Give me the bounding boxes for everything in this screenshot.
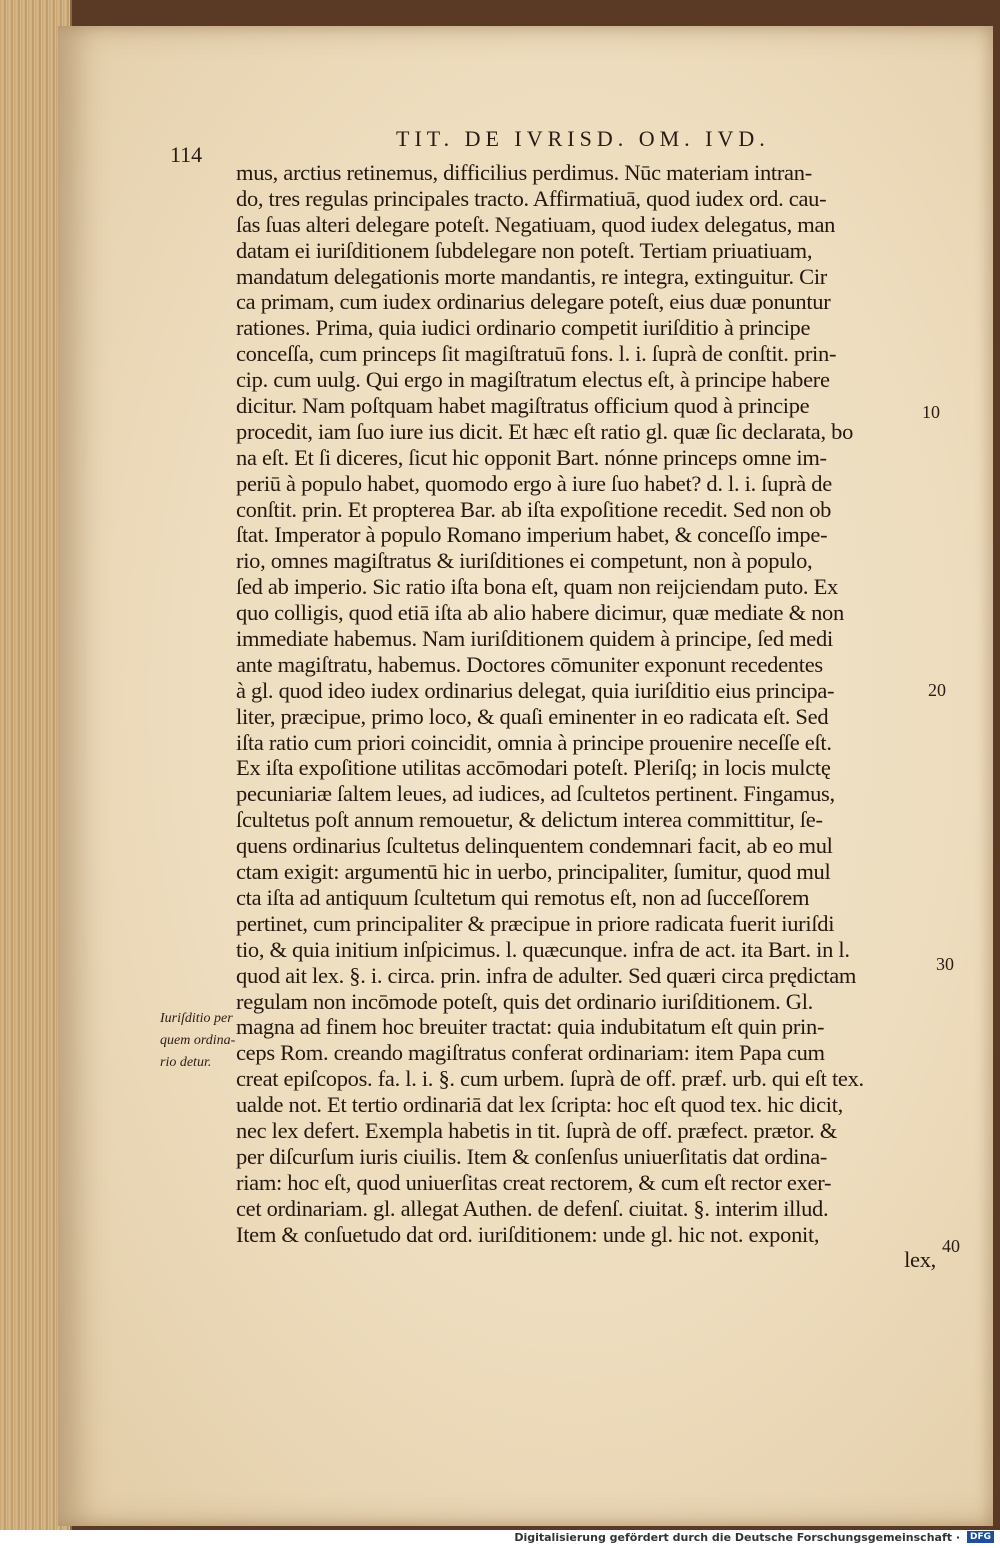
text-line: ſtat. Imperator à populo Romano imperium habet, & conceſſo impe- [236, 522, 828, 548]
text-line: magna ad finem hoc breuiter tractat: quia indubitatum eſt quin prin- [236, 1014, 825, 1040]
line-number-40: 40 [942, 1236, 960, 1256]
text-line: lex, [904, 1247, 936, 1273]
text-line: quens ordinarius ſcultetus delinquentem condemnari facit, ab eo mul [236, 833, 833, 859]
text-line: immediate habemus. Nam iuriſditionem quidem à principe, ſed medi [236, 626, 833, 652]
text-line: per diſcurſum iuris ciuilis. Item & conſenſus uniuerſitatis dat ordina- [236, 1143, 828, 1169]
text-line: ſcultetus poſt annum remouetur, & delictum interea committitur, ſe- [236, 807, 823, 833]
text-line: liter, præcipue, primo loco, & quaſi eminenter in eo radicata eſt. Sed [236, 703, 829, 729]
text-line: dicitur. Nam poſtquam habet magiſtratus officium quod à principe [236, 393, 810, 419]
text-line: à gl. quod ideo iudex ordinarius delegat, quia iuriſditio eius principa- [236, 677, 835, 703]
line-number-20: 20 [928, 680, 946, 700]
text-line: riam: hoc eſt, quod uniuerſitas creat rectorem, & cum eſt rector exer- [236, 1169, 832, 1195]
text-line: ſas ſuas alteri delegare poteſt. Negatiuam, quod iudex delegatus, man [236, 211, 836, 237]
text-line: periū à populo habet, quomodo ergo à iure ſuo habet? d. l. i. ſuprà de [236, 470, 832, 496]
text-line: na eſt. Et ſi diceres, ſicut hic opponit Bart. nónne princeps omne im- [236, 444, 827, 470]
text-line: cet ordinariam. gl. allegat Authen. de defenſ. ciuitat. §. interim illud. [236, 1195, 829, 1221]
text-line: nec lex defert. Exempla habetis in tit. ſuprà de off. præfect. prætor. & [236, 1117, 837, 1143]
marginal-note-line: Iuriſditio per [160, 1011, 233, 1026]
text-line: datam ei iuriſditionem ſubdelegare non poteſt. Tertiam priuatiuam, [236, 237, 813, 263]
text-line: ceps Rom. creando magiſtratus conferat ordinariam: item Papa cum [236, 1040, 825, 1066]
text-line: do, tres regulas principales tracto. Affirmatiuā, quod iudex ord. cau- [236, 185, 827, 211]
text-line: conceſſa, cum princeps ſit magiſtratuū fons. l. i. ſuprà de conſtit. prin- [236, 341, 837, 367]
text-line: mus, arctius retinemus, difficilius perdimus. Nūc materiam intran- [236, 160, 812, 185]
marginal-note [160, 1008, 260, 1074]
text-line: mandatum delegationis morte mandantis, re integra, extinguitur. Cir [236, 263, 828, 289]
text-line: cip. cum uulg. Qui ergo in magiſtratum electus eſt, à principe habere [236, 367, 830, 393]
line-number-30: 30 [936, 954, 954, 974]
text-line: ualde not. Et tertio ordinariā dat lex ſcripta: hoc eſt quod tex. hic dicit, [236, 1092, 844, 1118]
text-line: ctam exigit: argumentū hic in uerbo, principaliter, ſumitur, quod mul [236, 859, 831, 885]
text-line: tio, & quia initium inſpicimus. l. quæcunque. infra de act. ita Bart. in l. [236, 936, 850, 962]
running-head: TIT. DE IVRISD. OM. IVD. [396, 126, 770, 151]
line-number-10: 10 [922, 402, 940, 422]
text-line: quod ait lex. §. i. circa. prin. infra de adulter. Sed quæri circa prędictam [236, 962, 857, 988]
body-text [236, 160, 936, 1273]
marginal-note-line: rio detur. [160, 1055, 212, 1070]
text-line: Item & conſuetudo dat ord. iuriſditionem: unde gl. hic not. exponit, [236, 1221, 820, 1247]
text-line: regulam non incōmode poteſt, quis det ordinario iuriſditionem. Gl. [236, 988, 813, 1014]
text-line: quo colligis, quod etiā iſta ab alio habere dicimur, quæ mediate & non [236, 600, 844, 626]
text-line: iſta ratio cum priori coincidit, omnia à principe prouenire neceſſe eſt. [236, 729, 832, 755]
text-line: ante magiſtratu, habemus. Doctores cōmuniter exponunt recedentes [236, 651, 823, 677]
text-line: rationes. Prima, quia iudici ordinario competit iuriſditio à principe [236, 315, 811, 341]
text-line: procedit, iam ſuo iure ius dicit. Et hæc eſt ratio gl. quæ ſic declarata, bo [236, 418, 854, 444]
text-line: Ex iſta expoſitione utilitas accōmodari poteſt. Pleriſq; in locis mulctę [236, 755, 831, 781]
footer-credit: Digitalisierung gefördert durch die Deutsche Forschungsgemeinschaft · [514, 1531, 960, 1544]
text-line: cta iſta ad antiquum ſcultetum qui remotus eſt, non ad ſucceſſorem [236, 884, 810, 910]
text-line: pertinet, cum principaliter & præcipue in priore radicata fuerit iuriſdi [236, 910, 835, 936]
text-line: rio, omnes magiſtratus & iuriſditiones ei competunt, non à populo, [236, 548, 813, 574]
text-line: creat epiſcopos. fa. l. i. §. cum urbem. ſuprà de off. præf. urb. qui eſt tex. [236, 1066, 864, 1092]
marginal-note-line: quem ordina- [160, 1033, 236, 1048]
page-number: 114 [170, 142, 203, 167]
text-line: ca primam, cum iudex ordinarius delegare poteſt, eius duæ ponuntur [236, 289, 831, 315]
text-line: conſtit. prin. Et propterea Bar. ab iſta expoſitione recedit. Sed non ob [236, 496, 832, 522]
text-line: pecuniariæ ſaltem leues, ad iudices, ad ſcultetos pertinent. Fingamus, [236, 781, 835, 807]
text-line: ſed ab imperio. Sic ratio iſta bona eſt, quam non reijciendam puto. Ex [236, 574, 838, 600]
dfg-logo: DFG [967, 1531, 994, 1543]
